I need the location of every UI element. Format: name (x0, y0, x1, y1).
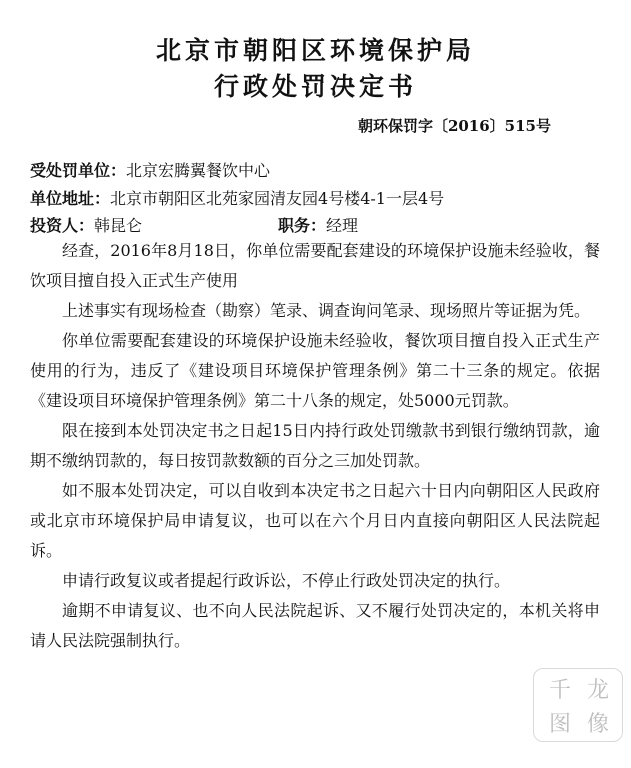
investor-label: 投资人： (30, 216, 95, 235)
address-label: 单位地址： (30, 189, 111, 208)
paragraph: 申请行政复议或者提起行政诉讼，不停止行政处罚决定的执行。 (62, 571, 511, 590)
investor-row (30, 213, 142, 236)
address-row (30, 186, 444, 209)
watermark-char: 像 (586, 712, 609, 737)
paragraph: 限在接到本处罚决定书之日起15日内持行政处罚缴款书到银行缴纳罚款，逾期不缴纳罚款的，每日按罚款数额的百分之三加处罚款。 (30, 421, 600, 470)
party-value: 北京宏腾翼餐饮中心 (126, 161, 271, 180)
document-number: 朝环保罚字〔2016〕515号 (357, 117, 551, 135)
paragraph: 上述事实有现场检查（勘察）笔录、调查询问笔录、现场照片等证据为凭。 (62, 301, 591, 320)
paragraph: 如不服本处罚决定，可以自收到本决定书之日起六十日内向朝阳区人民政府或北京市环境保护局申请复议，也可以在六个月日内直接向朝阳区人民法院起诉。 (30, 481, 600, 560)
party-row (30, 158, 270, 181)
watermark-char: 图 (548, 712, 571, 737)
document-body (30, 236, 600, 656)
position-row (278, 213, 358, 236)
document-title-line1: 北京市朝阳区环境保护局 (155, 36, 475, 65)
watermark-char: 龙 (586, 678, 609, 703)
watermark-logo (533, 668, 623, 742)
paragraph: 经查，2016年8月18日，你单位需要配套建设的环境保护设施未经验收，餐饮项目擅自投入正式生产使用 (30, 241, 600, 290)
watermark-char: 千 (548, 678, 571, 703)
paragraph: 逾期不申请复议、也不向人民法院起诉、又不履行处罚决定的，本机关将申请人民法院强制执行。 (30, 601, 600, 650)
position-label: 职务： (278, 216, 327, 235)
party-label: 受处罚单位： (30, 161, 127, 180)
paragraph: 你单位需要配套建设的环境保护设施未经验收，餐饮项目擅自投入正式生产使用的行为，违反了《建设项目环境保护管理条例》第二十三条的规定。依据《建设项目环境保护管理条例》第二十八条的规定，处5000元罚款。 (30, 331, 600, 410)
document-title-line2: 行政处罚决定书 (213, 72, 417, 101)
investor-value: 韩昆仑 (94, 216, 143, 235)
address-value: 北京市朝阳区北苑家园清友园4号楼4-1一层4号 (110, 189, 445, 208)
position-value: 经理 (326, 216, 359, 235)
